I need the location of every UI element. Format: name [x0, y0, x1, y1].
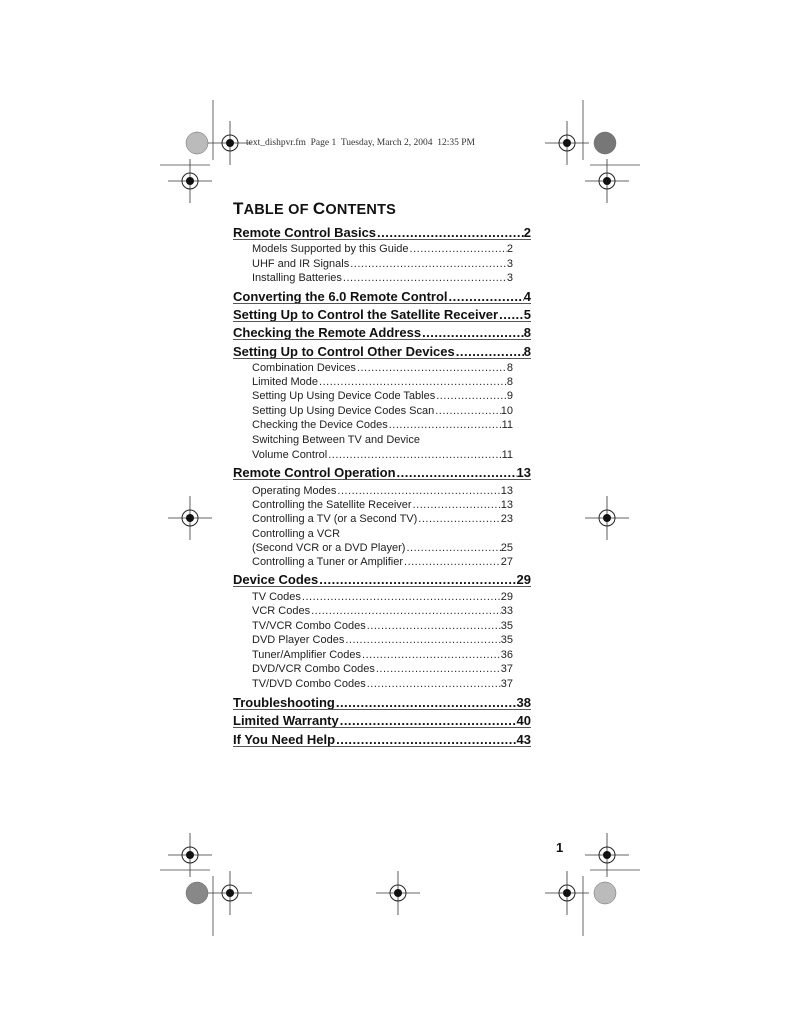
toc-entry-page: 13 — [516, 465, 531, 480]
toc-entry-page: 8 — [506, 376, 513, 388]
toc-entry[interactable] — [252, 556, 513, 568]
toc-entry-title: Troubleshooting — [233, 695, 335, 710]
toc-entry-title: TV Codes — [252, 591, 301, 603]
toc-entry-title: VCR Codes — [252, 605, 311, 617]
dot-leader — [377, 225, 524, 240]
toc-entry-page: 2 — [523, 225, 531, 240]
toc-entry-page: 2 — [506, 243, 513, 255]
toc-entry[interactable] — [252, 376, 513, 388]
page-title: TABLE OF CONTENTS — [233, 199, 397, 218]
dot-leader — [357, 362, 507, 374]
toc-entry[interactable] — [252, 528, 513, 540]
dot-leader — [367, 678, 501, 690]
toc-entry-title: Checking the Device Codes — [252, 419, 388, 431]
toc-entry-title: Setting Up to Control Other Devices — [233, 344, 455, 359]
toc-entry-page: 37 — [500, 678, 513, 690]
toc-entry-page: 9 — [506, 390, 513, 402]
dot-leader — [418, 513, 500, 525]
dot-leader — [350, 258, 507, 270]
dot-leader — [336, 695, 517, 710]
crosshair-mark — [186, 177, 194, 185]
toc-entry-title: Controlling the Satellite Receiver — [252, 499, 412, 511]
toc-entry-page: 10 — [500, 405, 513, 417]
toc-entry-title: DVD/VCR Combo Codes — [252, 663, 375, 675]
toc-entry[interactable] — [252, 434, 513, 446]
dot-leader — [367, 620, 501, 632]
toc-entry[interactable] — [233, 572, 531, 587]
crosshair-mark — [226, 889, 234, 897]
color-target-mark — [186, 132, 208, 154]
toc-entry-title: Combination Devices — [252, 362, 356, 374]
toc-entry[interactable] — [252, 272, 513, 284]
dot-leader — [404, 556, 501, 568]
crosshair-mark — [603, 177, 611, 185]
toc-entry-title: (Second VCR or a DVD Player) — [252, 542, 406, 554]
toc-entry-title: If You Need Help — [233, 732, 336, 747]
toc-entry-title: Models Supported by this Guide — [252, 243, 409, 255]
dot-leader — [328, 449, 501, 461]
color-target-mark — [186, 882, 208, 904]
dot-leader — [376, 663, 501, 675]
dot-leader — [436, 390, 507, 402]
dot-leader — [499, 307, 524, 322]
dot-leader — [319, 376, 507, 388]
toc-entry-title: Checking the Remote Address — [233, 325, 422, 340]
toc-entry[interactable] — [252, 405, 513, 417]
toc-entry-title: Controlling a VCR — [252, 528, 341, 540]
crosshair-mark — [186, 851, 194, 859]
toc-entry[interactable] — [252, 634, 513, 646]
toc-entry-title: Limited Warranty — [233, 713, 339, 728]
toc-entry-page: 5 — [523, 307, 531, 322]
toc-entry-title: Operating Modes — [252, 485, 337, 497]
toc-entry-title: Controlling a Tuner or Amplifier — [252, 556, 404, 568]
toc-entry-title: TV/DVD Combo Codes — [252, 678, 366, 690]
toc-entry[interactable] — [252, 678, 513, 690]
toc-entry-page: 11 — [501, 449, 513, 461]
dot-leader — [406, 542, 500, 554]
toc-entry[interactable] — [252, 258, 513, 270]
toc-entry-title: Setting Up Using Device Codes Scan — [252, 405, 435, 417]
toc-entry-page: 25 — [500, 542, 513, 554]
toc-entry[interactable] — [252, 513, 513, 525]
crosshair-mark — [226, 139, 234, 147]
toc-entry-title: Volume Control — [252, 449, 328, 461]
toc-entry[interactable] — [252, 485, 513, 497]
dot-leader — [397, 465, 517, 480]
toc-entry-title: Setting Up to Control the Satellite Receiver — [233, 307, 499, 322]
color-target-mark — [594, 132, 616, 154]
toc-entry[interactable] — [233, 713, 531, 728]
toc-entry-page: 23 — [500, 513, 513, 525]
toc-entry-title: UHF and IR Signals — [252, 258, 350, 270]
toc-entry[interactable] — [233, 289, 531, 304]
toc-entry-title: Device Codes — [233, 572, 319, 587]
toc-entry-title: Limited Mode — [252, 376, 319, 388]
toc-entry[interactable] — [252, 362, 513, 374]
crosshair-mark — [563, 139, 571, 147]
dot-leader — [410, 243, 507, 255]
crosshair-mark — [603, 851, 611, 859]
toc-entry-page: 36 — [500, 649, 513, 661]
toc-entry-title: Remote Control Operation — [233, 465, 396, 480]
crosshair-mark — [563, 889, 571, 897]
toc-entry-title: Converting the 6.0 Remote Control — [233, 289, 448, 304]
toc-entry[interactable] — [252, 663, 513, 675]
dot-leader — [435, 405, 501, 417]
toc-entry-page: 43 — [516, 732, 531, 747]
dot-leader — [449, 289, 524, 304]
dot-leader — [456, 344, 524, 359]
crosshair-mark — [394, 889, 402, 897]
toc-entry-page: 29 — [500, 591, 513, 603]
toc-entry-page: 4 — [523, 289, 531, 304]
dot-leader — [345, 634, 500, 646]
toc-entry[interactable] — [233, 732, 531, 747]
dot-leader — [340, 713, 517, 728]
toc-entry-title: Remote Control Basics — [233, 225, 377, 240]
toc-entry[interactable] — [233, 695, 531, 710]
toc-entry-page: 8 — [523, 344, 531, 359]
toc-entry-title: Installing Batteries — [252, 272, 342, 284]
color-target-mark — [594, 882, 616, 904]
toc-entry[interactable] — [233, 307, 531, 322]
crosshair-mark — [186, 514, 194, 522]
dot-leader — [302, 591, 501, 603]
toc-entry-page: 35 — [500, 634, 513, 646]
toc-entry-page: 8 — [506, 362, 513, 374]
toc-entry[interactable] — [252, 243, 513, 255]
toc-entry[interactable] — [252, 499, 513, 511]
toc-entry[interactable] — [252, 620, 513, 632]
toc-entry[interactable] — [252, 542, 513, 554]
toc-entry-title: DVD Player Codes — [252, 634, 345, 646]
toc-entry[interactable] — [252, 649, 513, 661]
dot-leader — [336, 732, 516, 747]
dot-leader — [343, 272, 507, 284]
toc-entry-page: 8 — [523, 325, 531, 340]
toc-entry-title: Tuner/Amplifier Codes — [252, 649, 362, 661]
toc-entry[interactable] — [252, 605, 513, 617]
toc-entry-title: TV/VCR Combo Codes — [252, 620, 366, 632]
toc-entry-page: 11 — [501, 419, 513, 431]
toc-entry-page: 35 — [500, 620, 513, 632]
toc-entry-page: 13 — [500, 499, 513, 511]
toc-entry[interactable] — [233, 225, 531, 240]
dot-leader — [311, 605, 501, 617]
toc-entry[interactable] — [233, 344, 531, 359]
crosshair-mark — [603, 514, 611, 522]
toc-entry[interactable] — [252, 449, 513, 461]
toc-entry-page: 13 — [500, 485, 513, 497]
dot-leader — [413, 499, 501, 511]
dot-leader — [362, 649, 501, 661]
toc-entry[interactable] — [233, 325, 531, 340]
toc-entry[interactable] — [252, 591, 513, 603]
toc-entry-title: Setting Up Using Device Code Tables — [252, 390, 436, 402]
toc-entry-page: 37 — [500, 663, 513, 675]
toc-entry-page: 38 — [516, 695, 531, 710]
file-header-line: text_dishpvr.fm Page 1 Tuesday, March 2, 2004 12:35 PM — [246, 138, 475, 148]
toc-entry-page: 27 — [500, 556, 513, 568]
toc-entry-page: 29 — [516, 572, 531, 587]
toc-entry[interactable] — [252, 390, 513, 402]
toc-entry-page: 3 — [506, 258, 513, 270]
toc-entry-page: 33 — [500, 605, 513, 617]
toc-entry-title: Controlling a TV (or a Second TV) — [252, 513, 418, 525]
toc-entry-title: Switching Between TV and Device — [252, 434, 420, 446]
toc-entry[interactable] — [252, 419, 513, 431]
toc-entry-page: 3 — [506, 272, 513, 284]
toc-entry-page: 40 — [516, 713, 531, 728]
dot-leader — [319, 572, 516, 587]
dot-leader — [422, 325, 524, 340]
dot-leader — [389, 419, 502, 431]
dot-leader — [337, 485, 500, 497]
toc-entry[interactable] — [233, 465, 531, 480]
page-number: 1 — [556, 840, 564, 855]
